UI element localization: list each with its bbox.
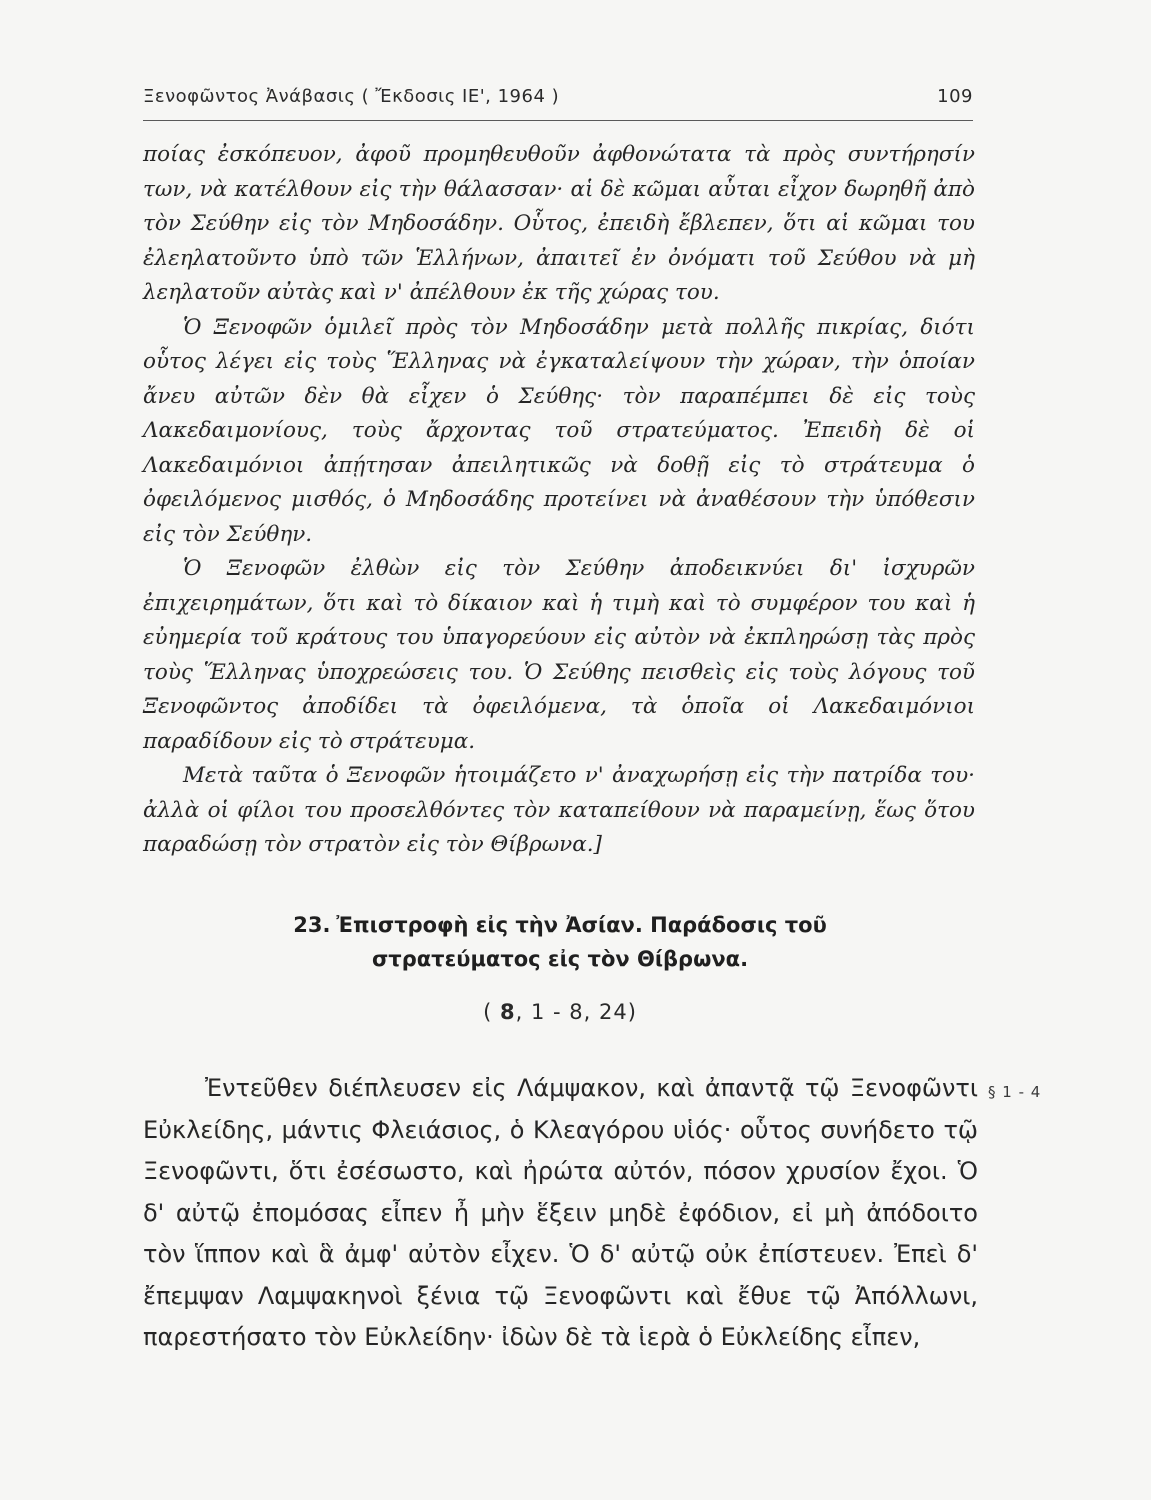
ref-range: , 1 - 8, 24 xyxy=(515,1000,628,1024)
summary-paragraph: Μετὰ ταῦτα ὁ Ξενοφῶν ἡτοιμάζετο ν' ἀναχωρήσῃ εἰς τὴν πατρίδα του· ἀλλὰ οἱ φίλοι του προσελθόντες τὸν καταπείθουν νὰ παραμείνῃ, ἕως ὅτου παραδώσῃ τὸν στρατὸν εἰς τὸν Θίβρωνα.] xyxy=(143,763,975,857)
greek-paragraph: Ἐντεῦθεν διέπλευσεν εἰς Λάμψακον, καὶ ἀπαντᾷ τῷ Ξενοφῶντι Εὐκλείδης, μάντις Φλειάσιος, ὁ Κλεαγόρου υἱός· οὗτος συνήδετο τῷ Ξενοφῶντι, ὅτι ἐσέσωστο, καὶ ἠρώτα αὐτόν, πόσον χρυσίον ἔχοι. Ὁ δ' αὐτῷ ἐπομόσας εἶπεν ἦ μὴν ἕξειν μηδὲ ἐφόδιον, εἰ μὴ ἀπόδοιτο τὸν ἵππον καὶ ἃ ἀμφ' αὐτὸν εἶχεν. Ὁ δ' αὐτῷ οὐκ ἐπίστευεν. Ἐπεὶ δ' ἔπεμψαν Λαμψακηνοὶ ξένια τῷ Ξενοφῶντι καὶ ἔθυε τῷ Ἀπόλλωνι, παρεστήσατο τὸν Εὐκλείδην· ἰδὼν δὲ τὰ ἱερὰ ὁ Εὐκλείδης εἶπεν, xyxy=(143,1074,978,1351)
summary-paragraph: Ὁ Ξενοφῶν ἐλθὼν εἰς τὸν Σεύθην ἀποδεικνύει δι' ἰσχυρῶν ἐπιχειρημάτων, ὅτι καὶ τὸ δίκαιον καὶ ἡ τιμὴ καὶ τὸ συμφέρον του καὶ ἡ εὐημερία τοῦ κράτους του ὑπαγορεύουν εἰς αὐτὸν νὰ ἐκπληρώσῃ τὰς πρὸς τοὺς Ἕλληνας ὑποχρεώσεις του. Ὁ Σεύθης πεισθεὶς εἰς τοὺς λόγους τοῦ Ξενοφῶντος ἀποδίδει τὰ ὀφειλόμενα, τὰ ὁποῖα οἱ Λακεδαιμόνιοι παραδίδουν εἰς τὸ στράτευμα. xyxy=(143,556,975,754)
ref-open: ( xyxy=(483,1000,493,1024)
ref-close: ) xyxy=(627,1000,637,1024)
section-number: 23. xyxy=(293,913,331,937)
summary-paragraph: ποίας ἐσκόπευον, ἀφοῦ προμηθευθοῦν ἀφθονώτατα τὰ πρὸς συντήρησίν των, νὰ κατέλθουν εἰς τὴν θάλασσαν· αἱ δὲ κῶμαι αὗται εἶχον δωρηθῆ ἀπὸ τὸν Σεύθην εἰς τὸν Μηδοσάδην. Οὗτος, ἐπειδὴ ἔβλεπεν, ὅτι αἱ κῶμαι του ἐλεηλατοῦντο ὑπὸ τῶν Ἑλλήνων, ἀπαιτεῖ ἐν ὀνόματι τοῦ Σεύθου νὰ μὴ λεηλατοῦν αὐτὰς καὶ ν' ἀπέλθουν ἐκ τῆς χώρας του. xyxy=(143,142,975,305)
section-title-line2: στρατεύματος εἰς τὸν Θίβρωνα. xyxy=(371,947,749,971)
summary-text xyxy=(143,138,975,863)
page-number: 109 xyxy=(937,86,973,107)
running-title: Ξενοφῶντος Ἀνάβασις ( Ἔκδοσις ΙΕ', 1964 ) xyxy=(143,86,560,107)
section-heading xyxy=(150,908,970,976)
margin-paragraph-note: § 1 - 4 xyxy=(988,1083,1042,1101)
section-title-line1: Ἐπιστροφὴ εἰς τὴν Ἀσίαν. Παράδοσις τοῦ xyxy=(336,913,827,937)
section-reference xyxy=(150,1000,970,1024)
section-heading-line xyxy=(150,908,970,942)
ref-book: 8 xyxy=(499,1000,516,1024)
header-rule xyxy=(143,120,973,121)
running-header xyxy=(143,86,973,114)
summary-paragraph: Ὁ Ξενοφῶν ὁμιλεῖ πρὸς τὸν Μηδοσάδην μετὰ πολλῆς πικρίας, διότι οὗτος λέγει εἰς τοὺς Ἕλληνας νὰ ἐγκαταλείψουν τὴν χώραν, τὴν ὁποίαν ἄνευ αὐτῶν δὲν θὰ εἶχεν ὁ Σεύθης· τὸν παραπέμπει δὲ εἰς τοὺς Λακεδαιμονίους, τοὺς ἄρχοντας τοῦ στρατεύματος. Ἐπειδὴ δὲ οἱ Λακεδαιμόνιοι ἀπῄτησαν ἀπειλητικῶς νὰ δοθῇ εἰς τὸ στράτευμα ὁ ὀφειλόμενος μισθός, ὁ Μηδοσάδης προτείνει νὰ ἀναθέσουν τὴν ὑπόθεσιν εἰς τὸν Σεύθην. xyxy=(143,314,975,547)
original-greek-text xyxy=(143,1068,978,1359)
